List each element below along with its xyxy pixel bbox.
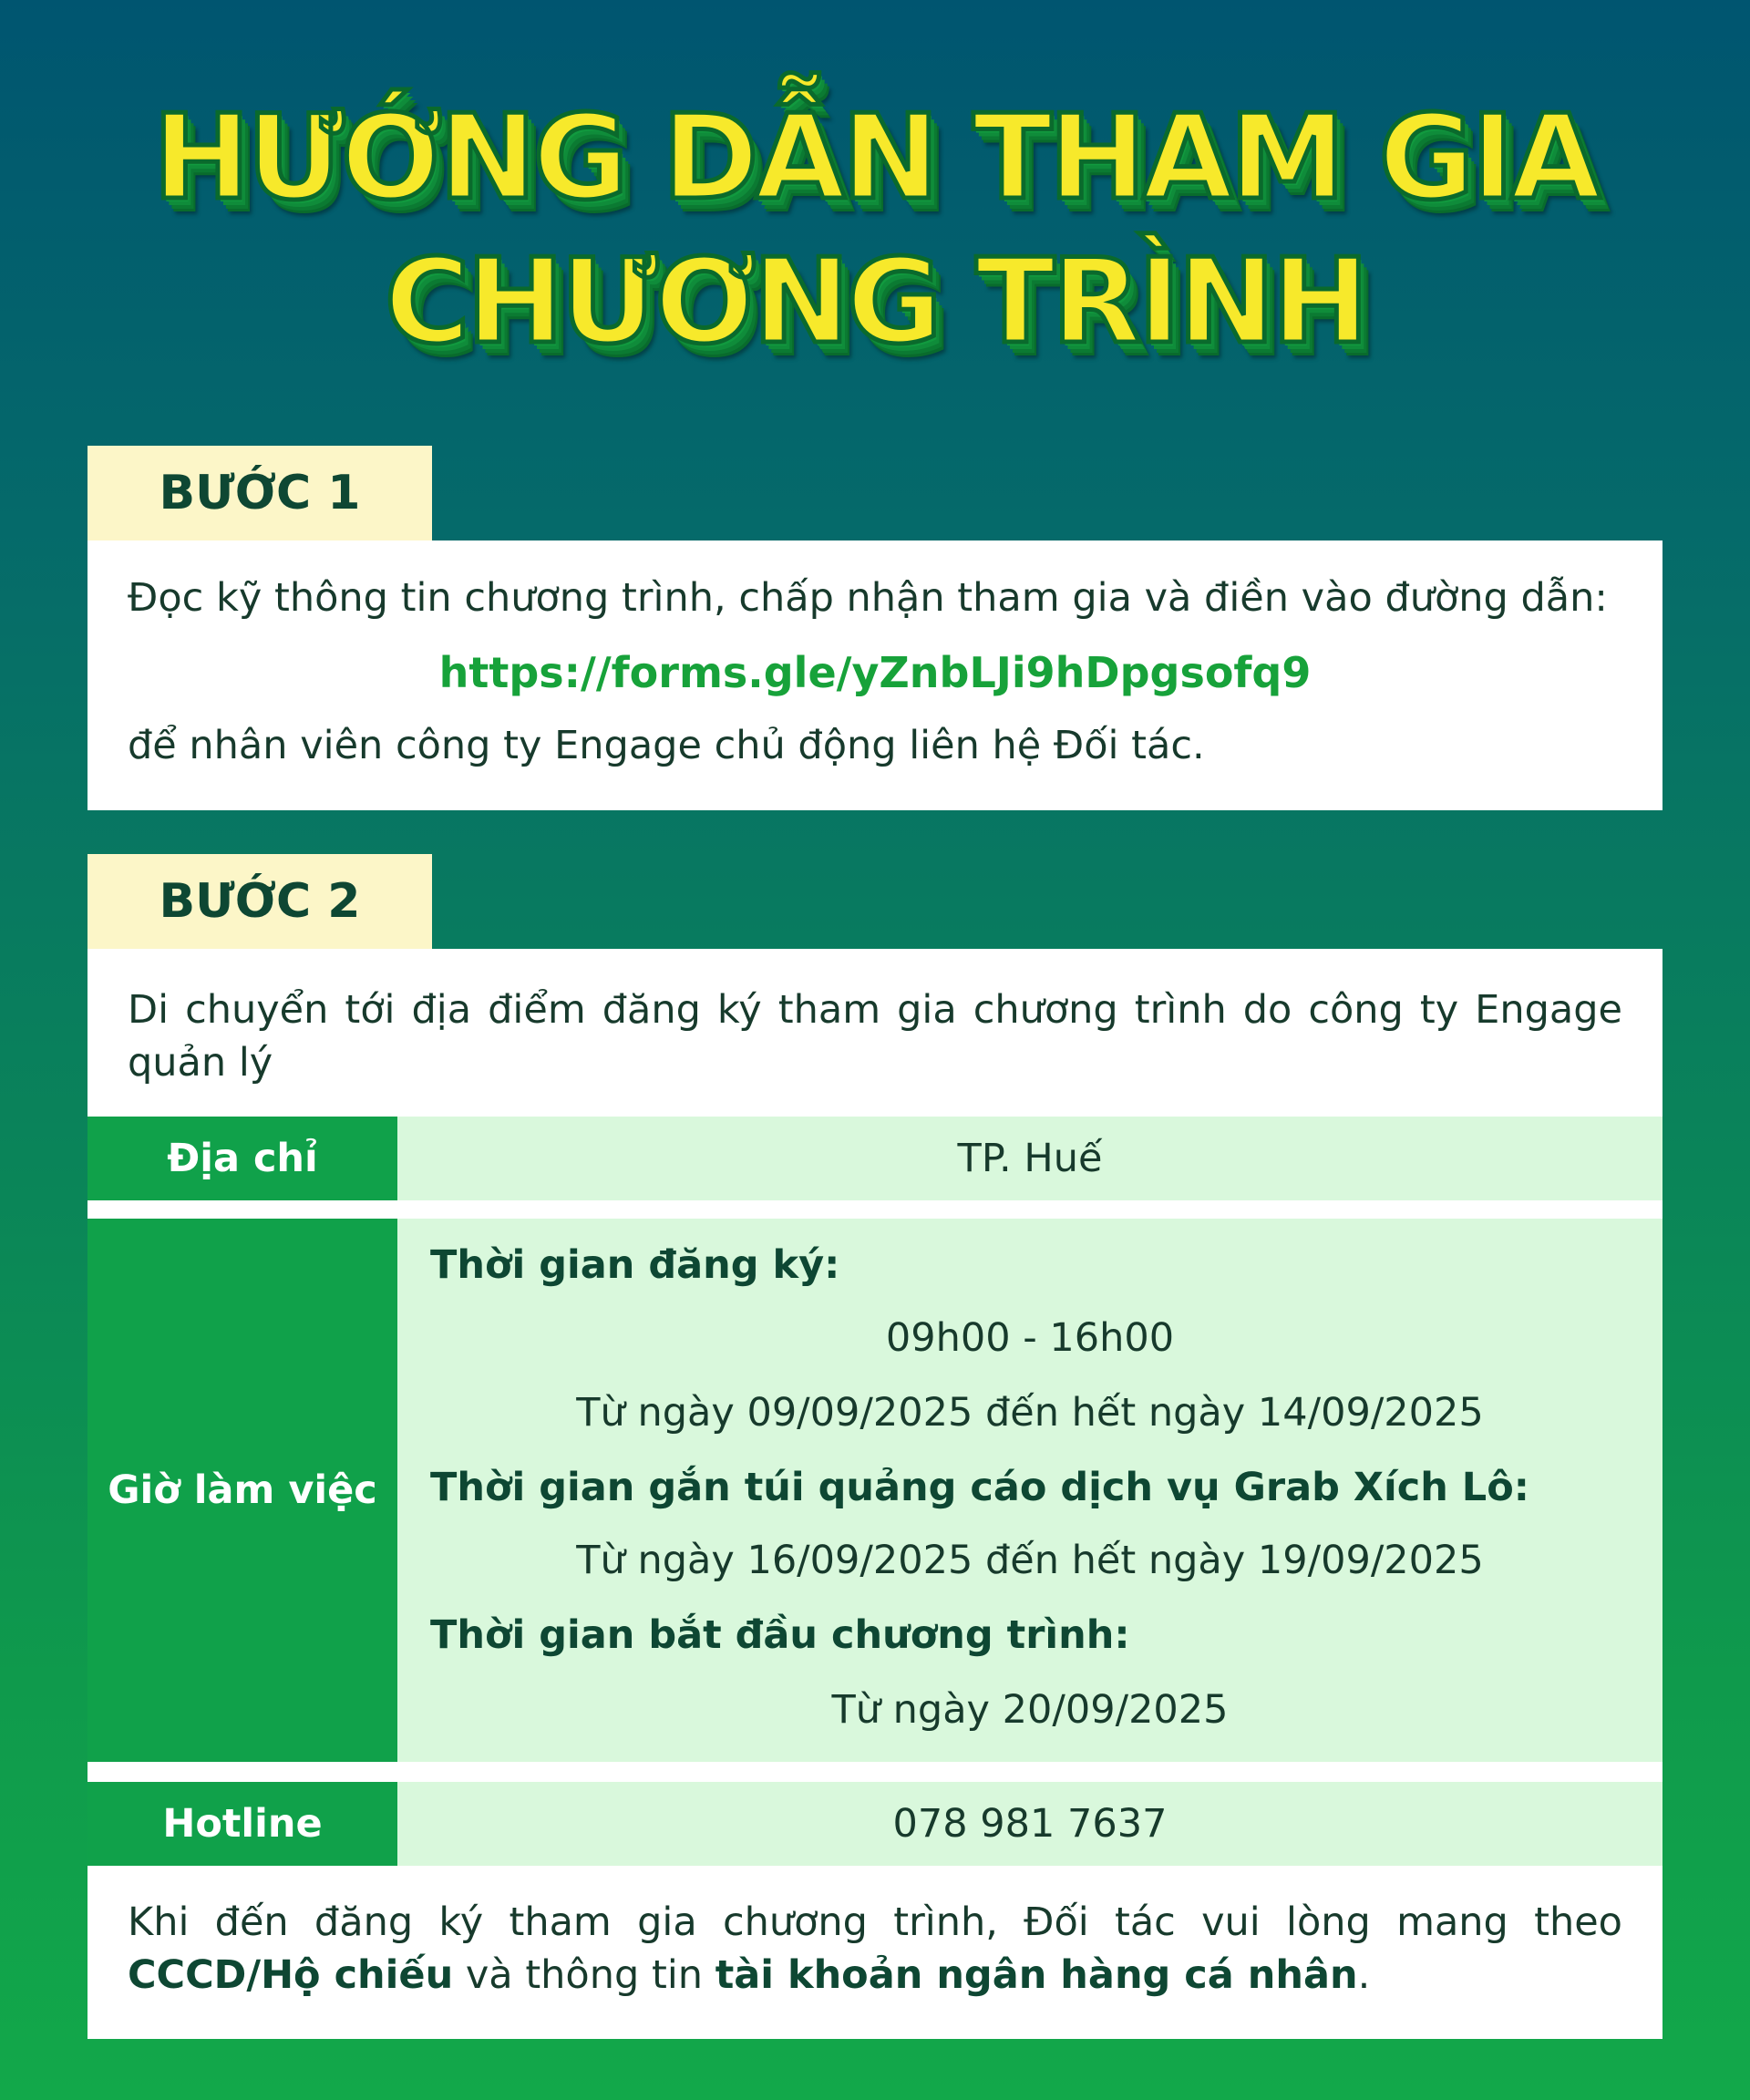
note-id-document: CCCD/Hộ chiếu <box>128 1952 454 1998</box>
step1-box <box>88 540 1662 810</box>
registration-note <box>128 1896 1622 2002</box>
hotline-row <box>88 1782 1662 1866</box>
page-title-line1: HƯỚNG DẪN THAM GIA <box>152 90 1598 226</box>
address-value: TP. Huế <box>397 1117 1662 1200</box>
page-title-line2: CHƯƠNG TRÌNH <box>384 234 1366 370</box>
step1-instruction: Đọc kỹ thông tin chương trình, chấp nhận tham gia và điền vào đường dẫn: <box>128 575 1608 621</box>
note-part3: . <box>1357 1952 1371 1998</box>
registration-dates: Từ ngày 09/09/2025 đến hết ngày 14/09/2025 <box>576 1390 1484 1436</box>
hotline-label: Hotline <box>88 1782 397 1866</box>
working-hours-value <box>397 1219 1662 1762</box>
note-bank-account: tài khoản ngân hàng cá nhân <box>715 1952 1358 1998</box>
step1-tab: BƯỚC 1 <box>88 446 432 540</box>
registration-time-heading: Thời gian đăng ký: <box>430 1242 840 1288</box>
program-start-heading: Thời gian bắt đầu chương trình: <box>430 1612 1130 1658</box>
note-part2: và thông tin <box>453 1952 715 1998</box>
registration-form-link[interactable]: https://forms.gle/yZnbLJi9hDpgsofq9 <box>438 648 1312 697</box>
working-hours-row <box>88 1219 1662 1762</box>
bag-installation-dates: Từ ngày 16/09/2025 đến hết ngày 19/09/2025 <box>576 1538 1484 1583</box>
step2-intro: Di chuyển tới địa điểm đăng ký tham gia chương trình do công ty Engage quản lý <box>128 987 1622 1086</box>
step1-followup: để nhân viên công ty Engage chủ động liên hệ Đối tác. <box>128 723 1205 768</box>
working-hours-label: Giờ làm việc <box>88 1219 397 1762</box>
address-row <box>88 1117 1662 1200</box>
program-start-date: Từ ngày 20/09/2025 <box>831 1687 1229 1733</box>
note-part1: Khi đến đăng ký tham gia chương trình, Đối tác vui lòng mang theo <box>128 1899 1622 1945</box>
address-label: Địa chỉ <box>88 1117 397 1200</box>
step2-tab: BƯỚC 2 <box>88 854 432 949</box>
bag-installation-heading: Thời gian gắn túi quảng cáo dịch vụ Grab Xích Lô: <box>430 1465 1529 1510</box>
hotline-number[interactable]: 078 981 7637 <box>397 1782 1662 1866</box>
registration-time: 09h00 - 16h00 <box>885 1315 1175 1361</box>
page-title <box>0 87 1750 375</box>
